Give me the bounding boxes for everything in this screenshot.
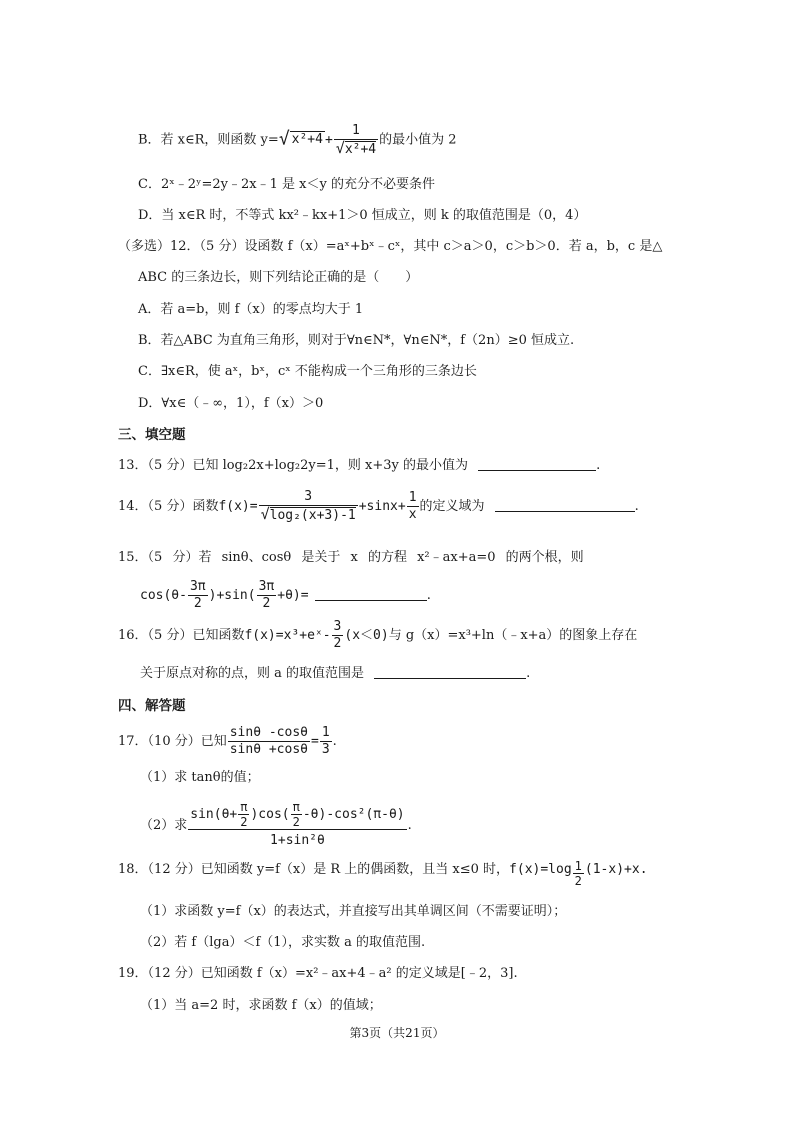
fraction: $\frac{1}{3}$ [321, 725, 330, 757]
section-heading-fill-in: 三、填空题 [118, 427, 186, 443]
page-footer: 第3页（共21页） [349, 1026, 445, 1040]
answer-blank [374, 664, 526, 679]
q19-part1: （1）当 a=2 时，求函数 f（x）的值域； [140, 998, 382, 1013]
sqrt-expression: √ x²+4 [278, 128, 323, 150]
q15-line2: cos(θ- $\frac{3\pi}{2}$ )+sin( $\frac{3\pi}{2}$ +θ)= . [140, 579, 431, 611]
fraction: $\frac{3}{\text{√log₂(x+3)-1}}$ [260, 489, 356, 523]
q17-stem: 17．（10 分）已知 $\frac{\sin\theta -\cos\theta}{\sin\theta +\cos\theta}$ = $\frac{1}{3}$ . [118, 725, 337, 757]
q18-part1: （1）求函数 y=f（x）的表达式，并直接写出其单调区间（不需要证明）； [140, 904, 567, 919]
fraction: $\frac{1}{2}$ [574, 859, 582, 888]
q17-part2: （2）求 sin(θ+ $\frac{\pi}{2}$ )cos( $\frac{\pi}{2}$ -θ)-cos²(π-θ) 1+sin²θ . [140, 796, 412, 856]
q16-line1: 16．（5 分）已知函数f(x)=x³+eˣ- $\frac{3}{2}$ (x＜0)与 g（x）=x³+ln（﹣x+a）的图象上存在 [118, 619, 638, 651]
q17-part1: （1）求 tanθ的值； [140, 770, 260, 785]
fraction: $\frac{3}{2}$ [333, 619, 342, 651]
q12-option-b: B．若△ABC 为直角三角形，则对于∀n∈N*，∀n∈N*，f（2n）≥0 恒成立. [138, 333, 575, 348]
fraction: $\frac{\pi}{2}$ [240, 799, 248, 829]
q13: 13．（5 分）已知 log₂2x+log₂2y=1，则 x+3y 的最小值为 . [118, 458, 601, 473]
q18-stem: 18．（12 分）已知函数 y=f（x）是 R 上的偶函数，且当 x≤0 时，f(x)=log $\frac{1}{2}$ (1-x)+x. [118, 859, 648, 888]
fraction: $\frac{3\pi}{2}$ [189, 579, 206, 611]
answer-blank [315, 586, 427, 601]
fraction: $\frac{1}{x}$ [408, 490, 417, 522]
q11-option-c: C．2ˣ﹣2ʸ=2y﹣2x﹣1 是 x＜y 的充分不必要条件 [138, 177, 435, 192]
q18-part2: （2）若 f（lga）＜f（1），求实数 a 的取值范围. [140, 935, 426, 950]
q19-stem: 19．（12 分）已知函数 f（x）=x²﹣ax+4﹣a² 的定义域是[﹣2，3]. [118, 966, 518, 981]
section-heading-solutions: 四、解答题 [118, 698, 186, 714]
q12-option-a: A．若 a=b，则 f（x）的零点均大于 1 [138, 302, 364, 317]
q15-line1: 15．（5 分）若 sinθ、cosθ 是关于 x 的方程 x²﹣ax+a=0 的两个根，则 [118, 550, 584, 565]
fraction: $\frac{3\pi}{2}$ [258, 579, 275, 611]
q11-option-d: D．当 x∈R 时，不等式 kx²﹣kx+1＞0 恒成立，则 k 的取值范围是（0，4） [138, 208, 587, 223]
fraction: $\frac{\pi}{2}$ [292, 799, 300, 829]
fraction: $\frac{1}{\text{√x²+4}}$ [335, 122, 377, 157]
q16-line2: 关于原点对称的点，则 a 的取值范围是 . [140, 666, 531, 681]
q11-option-b: B．若 x∈R，则函数 y=√ x²+4 + $\frac{1}{\text{√x²+4}}$ 的最小值为 2 [138, 120, 457, 161]
answer-blank [478, 456, 596, 471]
fraction: sin(θ+ $\frac{\pi}{2}$ )cos( $\frac{\pi}{2}$ -θ)-cos²(π-θ) 1+sin²θ [190, 799, 405, 848]
answer-blank [495, 497, 635, 512]
q12-option-c: C．∃x∈R，使 aˣ，bˣ，cˣ 不能构成一个三角形的三条边长 [138, 364, 477, 379]
q14: 14．（5 分）函数f(x)= $\frac{3}{\text{√log₂(x+3)-1}}$ +sinx+ $\frac{1}{x}$ 的定义域为 . [118, 489, 639, 523]
fraction: $\frac{\sin\theta -\cos\theta}{\sin\theta +\cos\theta}$ [229, 725, 308, 757]
q12-stem-line2: ABC 的三条边长，则下列结论正确的是（ ） [138, 270, 419, 285]
q12-option-d: D．∀x∈（﹣∞，1），f（x）＞0 [138, 396, 324, 411]
q12-stem-line1: （多选）12．（5 分）设函数 f（x）=aˣ+bˣ﹣cˣ，其中 c＞a＞0，c＞b＞0．若 a，b，c 是△ [118, 239, 663, 254]
